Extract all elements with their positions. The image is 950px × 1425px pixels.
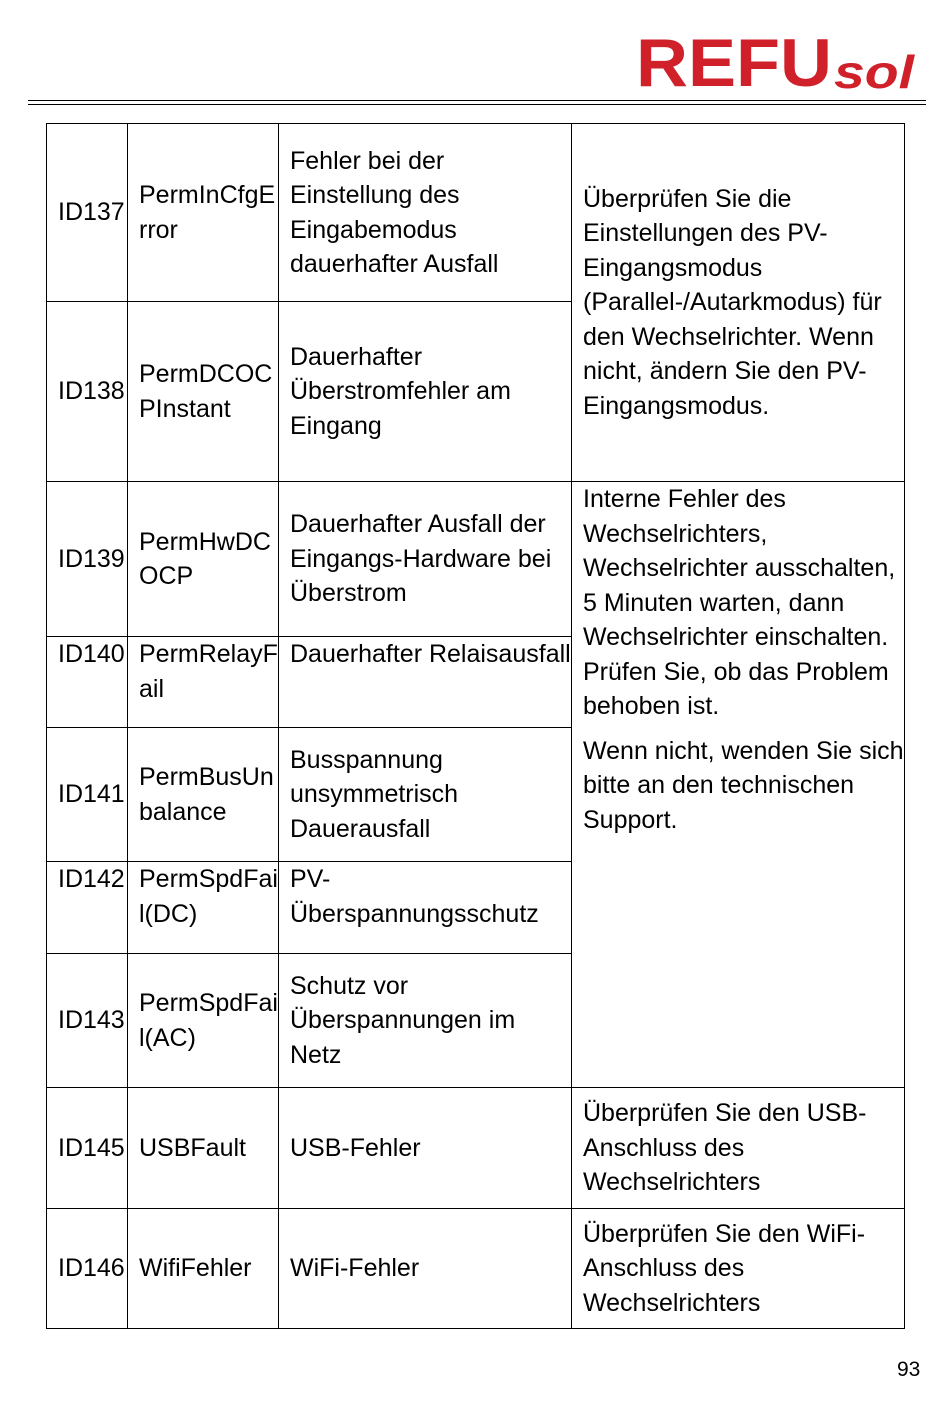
table-row	[47, 1088, 905, 1209]
error-id: ID146	[47, 1209, 128, 1329]
error-id: ID143	[47, 954, 128, 1088]
error-id: ID139	[47, 482, 128, 637]
error-id: ID140	[47, 637, 128, 728]
error-name: PermInCfgError	[128, 124, 279, 302]
error-description: WiFi-Fehler	[279, 1209, 572, 1329]
error-name: PermDCOCPInstant	[128, 302, 279, 482]
error-id: ID141	[47, 728, 128, 862]
svg-text:sol: sol	[834, 46, 916, 94]
header-rule-top	[28, 100, 926, 101]
solution-wifi: Überprüfen Sie den WiFi-Anschluss des Wechselrichters	[572, 1209, 905, 1329]
error-name: PermRelayFail	[128, 637, 279, 728]
error-description: Dauerhafter Ausfall der Eingangs-Hardware bei Überstrom	[279, 482, 572, 637]
solution-internal-text: Interne Fehler des Wechselrichters, Wechselrichter ausschalten, 5 Minuten warten, dann Wechselrichter einschalten. Prüfen Sie, ob das Problem behoben ist.	[583, 485, 896, 720]
error-id: ID137	[47, 124, 128, 302]
error-id: ID145	[47, 1088, 128, 1209]
error-description: PV-Überspannungsschutz	[279, 862, 572, 954]
error-name: USBFault	[128, 1088, 279, 1209]
error-name: PermSpdFail(AC)	[128, 954, 279, 1088]
error-name: PermHwDCOCP	[128, 482, 279, 637]
table-row	[47, 482, 905, 637]
solution-support-text: Wenn nicht, wenden Sie sich bitte an den technischen Support.	[583, 736, 904, 834]
solution-internal-fault	[572, 482, 905, 1088]
error-id: ID142	[47, 862, 128, 954]
error-id: ID138	[47, 302, 128, 482]
refusol-logo	[636, 28, 916, 94]
error-description: Schutz vor Überspannungen im Netz	[279, 954, 572, 1088]
error-name: WifiFehler	[128, 1209, 279, 1329]
error-description: Fehler bei der Einstellung des Eingabemodus dauerhafter Ausfall	[279, 124, 572, 302]
error-name: PermBusUnbalance	[128, 728, 279, 862]
solution-usb: Überprüfen Sie den USB-Anschluss des Wechselrichters	[572, 1088, 905, 1209]
svg-text:REFU: REFU	[636, 28, 832, 94]
header-rule-bottom	[28, 104, 926, 105]
table-row	[47, 1209, 905, 1329]
page-number: 93	[897, 1358, 921, 1381]
error-description: Dauerhafter Überstromfehler am Eingang	[279, 302, 572, 482]
error-description: Busspannung unsymmetrisch Dauerausfall	[279, 728, 572, 862]
solution-pv-mode: Überprüfen Sie die Einstellungen des PV-Eingangsmodus (Parallel-/Autarkmodus) für den Wechselrichter. Wenn nicht, ändern Sie den PV-Eingangsmodus.	[572, 124, 905, 482]
error-description: Dauerhafter Relaisausfall	[279, 637, 572, 728]
error-name: PermSpdFail(DC)	[128, 862, 279, 954]
error-code-table	[46, 123, 905, 1329]
error-description: USB-Fehler	[279, 1088, 572, 1209]
table-row	[47, 124, 905, 302]
